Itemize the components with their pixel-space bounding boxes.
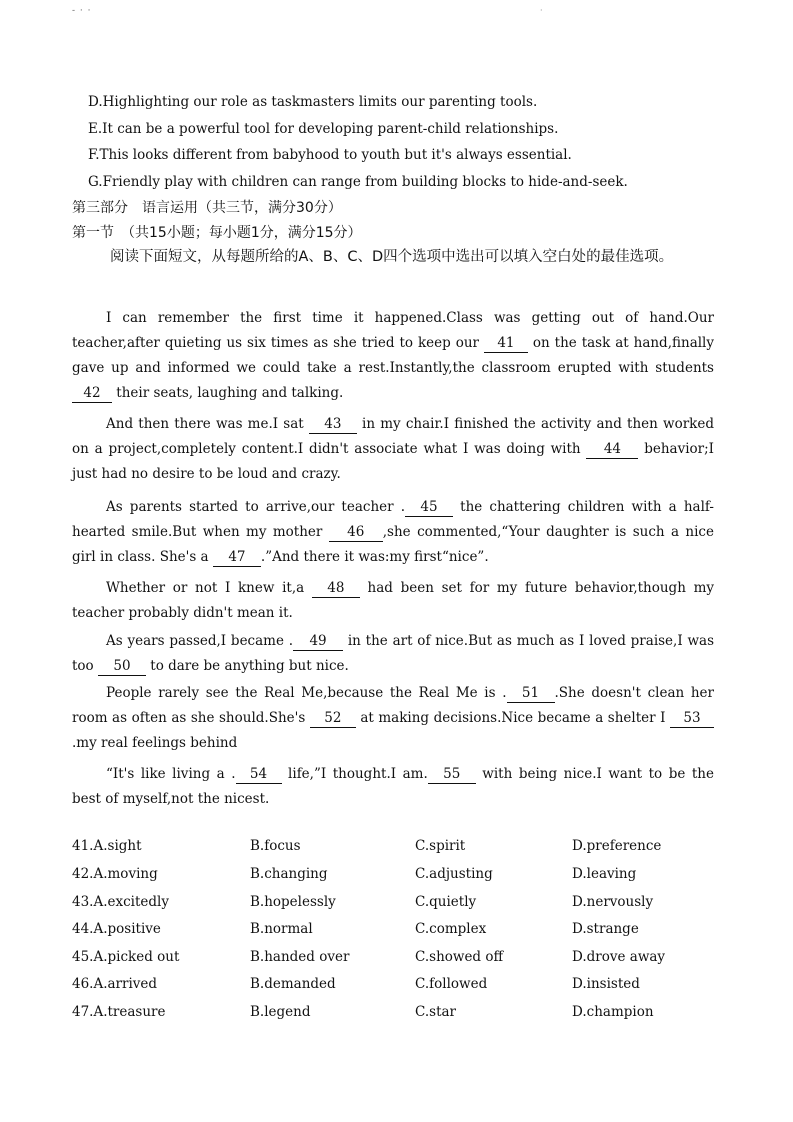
- option-f: F.This looks different from babyhood to youth but it's always essential.: [88, 147, 572, 163]
- option-d: D.leaving: [572, 866, 637, 882]
- text: in the art of nice.But as much as I loved praise,I was too: [72, 633, 715, 674]
- blank-52: 52: [310, 709, 356, 728]
- option-a: 44.A.positive: [72, 921, 161, 937]
- blank-55: 55: [428, 765, 476, 784]
- question-44: [72, 921, 732, 943]
- option-d: D.strange: [572, 921, 639, 937]
- corner-mark-right: ·: [540, 6, 543, 15]
- passage-paragraph-3: [72, 495, 714, 570]
- text: their seats, laughing and talking.: [112, 385, 344, 401]
- passage-paragraph-5: [72, 629, 714, 679]
- option-a: 43.A.excitedly: [72, 894, 169, 910]
- passage-paragraph-2: [72, 412, 714, 487]
- blank-51: 51: [507, 684, 555, 703]
- blank-49: 49: [293, 632, 343, 651]
- option-g: G.Friendly play with children can range from building blocks to hide-and-seek.: [88, 174, 628, 190]
- option-a: 47.A.treasure: [72, 1004, 166, 1020]
- option-e: E.It can be a powerful tool for developing parent-child relationships.: [88, 121, 559, 137]
- option-c: C.adjusting: [415, 866, 493, 882]
- question-47: [72, 1004, 732, 1026]
- text: with being nice.I want to be the best of myself,not the nicest.: [72, 766, 714, 807]
- option-d: D.preference: [572, 838, 662, 854]
- question-45: [72, 949, 732, 971]
- section1-heading: 第一节 （共15小题；每小题1分，满分15分）: [72, 225, 362, 241]
- instruction: 阅读下面短文，从每题所给的A、B、C、D四个选项中选出可以填入空白处的最佳选项。: [110, 249, 674, 265]
- question-42: [72, 866, 732, 888]
- option-c: C.quietly: [415, 894, 477, 910]
- text: in my chair.I finished the activity and then worked on a project,completely content.I didn't associate what I was doing with: [72, 416, 714, 457]
- option-b: B.normal: [250, 921, 313, 937]
- question-41: [72, 838, 732, 860]
- blank-46: 46: [329, 523, 383, 542]
- text: “It's like living a .: [106, 766, 236, 782]
- option-b: B.focus: [250, 838, 301, 854]
- text: .”And there it was:my first“nice”.: [260, 549, 489, 565]
- text: on the task at hand,finally gave up and informed we could take a rest.Instantly,the classroom erupted with students: [72, 335, 715, 376]
- option-b: B.changing: [250, 866, 328, 882]
- blank-43: 43: [309, 415, 357, 434]
- blank-42: 42: [72, 384, 112, 403]
- option-b: B.legend: [250, 1004, 311, 1020]
- text: I can remember the first time it happened.Class was getting out of hand.Our teacher,after quieting us six times as she tried to keep our: [72, 310, 714, 351]
- option-b: B.handed over: [250, 949, 350, 965]
- text: ,she commented,“Your daughter is such a nice girl in class. She's a: [72, 524, 714, 565]
- option-b: B.demanded: [250, 976, 336, 992]
- option-a: 45.A.picked out: [72, 949, 180, 965]
- passage-paragraph-4: [72, 576, 714, 626]
- option-d: D.drove away: [572, 949, 666, 965]
- option-c: C.star: [415, 1004, 456, 1020]
- option-a: 42.A.moving: [72, 866, 158, 882]
- question-46: [72, 976, 732, 998]
- blank-53: 53: [670, 709, 714, 728]
- option-c: C.spirit: [415, 838, 466, 854]
- text: life,”I thought.I am.: [281, 766, 428, 782]
- text: behavior;I just had no desire to be loud and crazy.: [72, 441, 714, 482]
- blank-48: 48: [312, 579, 360, 598]
- option-d: D.Highlighting our role as taskmasters limits our parenting tools.: [88, 94, 538, 110]
- option-c: C.complex: [415, 921, 487, 937]
- blank-41: 41: [484, 334, 528, 353]
- text: As parents started to arrive,our teacher .: [106, 499, 406, 515]
- text: at making decisions.Nice became a shelter I: [355, 710, 670, 726]
- option-c: C.followed: [415, 976, 488, 992]
- option-d: D.insisted: [572, 976, 640, 992]
- passage-paragraph-6: [72, 681, 714, 756]
- blank-47: 47: [213, 548, 261, 567]
- passage-paragraph-7: [72, 762, 714, 812]
- text: As years passed,I became .: [106, 633, 294, 649]
- blank-45: 45: [405, 498, 453, 517]
- option-c: C.showed off: [415, 949, 504, 965]
- text: to dare be anything but nice.: [145, 658, 349, 674]
- text: had been set for my future behavior,though my teacher probably didn't mean it.: [72, 580, 714, 621]
- blank-54: 54: [236, 765, 282, 784]
- text: Whether or not I knew it,a: [106, 580, 312, 596]
- option-d: D.champion: [572, 1004, 654, 1020]
- option-d: D.nervously: [572, 894, 654, 910]
- question-43: [72, 894, 732, 916]
- passage-paragraph-1: [72, 306, 714, 406]
- part3-heading: 第三部分 语言运用（共三节，满分30分）: [72, 200, 342, 216]
- option-a: 41.A.sight: [72, 838, 142, 854]
- text: And then there was me.I sat: [106, 416, 309, 432]
- blank-50: 50: [98, 657, 146, 676]
- blank-44: 44: [586, 440, 638, 459]
- text: the chattering children with a half-hearted smile.But when my mother: [72, 499, 714, 540]
- text: People rarely see the Real Me,because the Real Me is .: [106, 685, 507, 701]
- text: .She doesn't clean her room as often as she should.She's: [72, 685, 714, 726]
- text: .my real feelings behind: [72, 735, 238, 751]
- option-a: 46.A.arrived: [72, 976, 158, 992]
- corner-mark: - · ·: [72, 6, 92, 16]
- option-b: B.hopelessly: [250, 894, 336, 910]
